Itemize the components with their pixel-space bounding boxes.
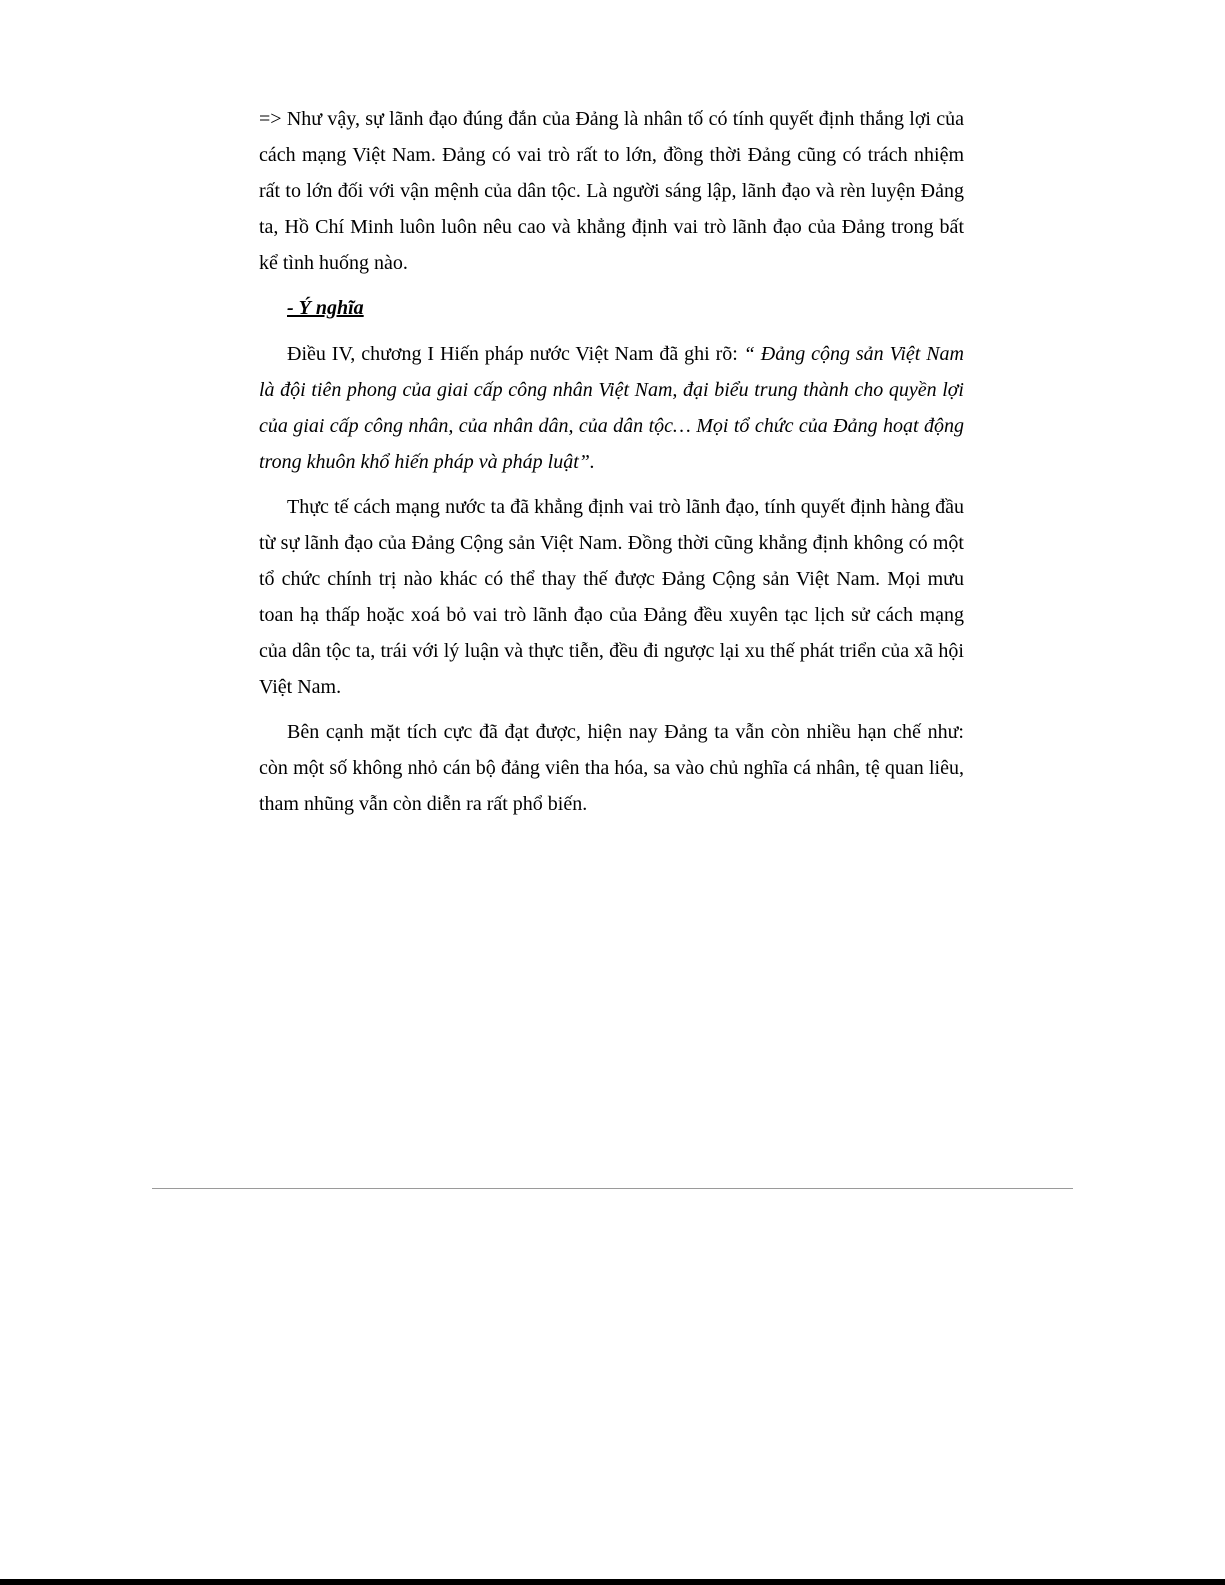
paragraph-constitution bbox=[259, 336, 964, 480]
section-heading-meaning: - Ý nghĩa bbox=[287, 297, 364, 319]
paragraph-limitations: Bên cạnh mặt tích cực đã đạt được, hiện nay Đảng ta vẫn còn nhiều hạn chế như: còn một số không nhỏ cán bộ đảng viên tha hóa, sa vào chủ nghĩa cá nhân, tệ quan liêu, tham nhũng vẫn còn diễn ra rất phổ biến. bbox=[259, 721, 964, 815]
document-body bbox=[259, 101, 964, 831]
page-divider-line bbox=[152, 1188, 1073, 1189]
constitution-quote-text: “ Đảng cộng sản Việt Nam là đội tiên phong của giai cấp công nhân Việt Nam, đại biểu trung thành cho quyền lợi của giai cấp công nhân, của nhân dân, của dân tộc… Mọi tổ chức của Đảng hoạt động trong khuôn khổ hiến pháp và pháp luật”. bbox=[259, 343, 964, 473]
paragraph-reality: Thực tế cách mạng nước ta đã khẳng định vai trò lãnh đạo, tính quyết định hàng đầu từ sự lãnh đạo của Đảng Cộng sản Việt Nam. Đồng thời cũng khẳng định không có một tổ chức chính trị nào khác có thể thay thế được Đảng Cộng sản Việt Nam. Mọi mưu toan hạ thấp hoặc xoá bỏ vai trò lãnh đạo của Đảng đều xuyên tạc lịch sử cách mạng của dân tộc ta, trái với lý luận và thực tiễn, đều đi ngược lại xu thế phát triển của xã hội Việt Nam. bbox=[259, 496, 964, 698]
bottom-border-bar bbox=[0, 1579, 1225, 1585]
paragraph-conclusion: => Như vậy, sự lãnh đạo đúng đắn của Đảng là nhân tố có tính quyết định thắng lợi của cách mạng Việt Nam. Đảng có vai trò rất to lớn, đồng thời Đảng cũng có trách nhiệm rất to lớn đối với vận mệnh của dân tộc. Là người sáng lập, lãnh đạo và rèn luyện Đảng ta, Hồ Chí Minh luôn luôn nêu cao và khẳng định vai trò lãnh đạo của Đảng trong bất kể tình huống nào. bbox=[259, 108, 964, 274]
constitution-intro-text: Điều IV, chương I Hiến pháp nước Việt Nam đã ghi rõ: bbox=[287, 343, 744, 365]
